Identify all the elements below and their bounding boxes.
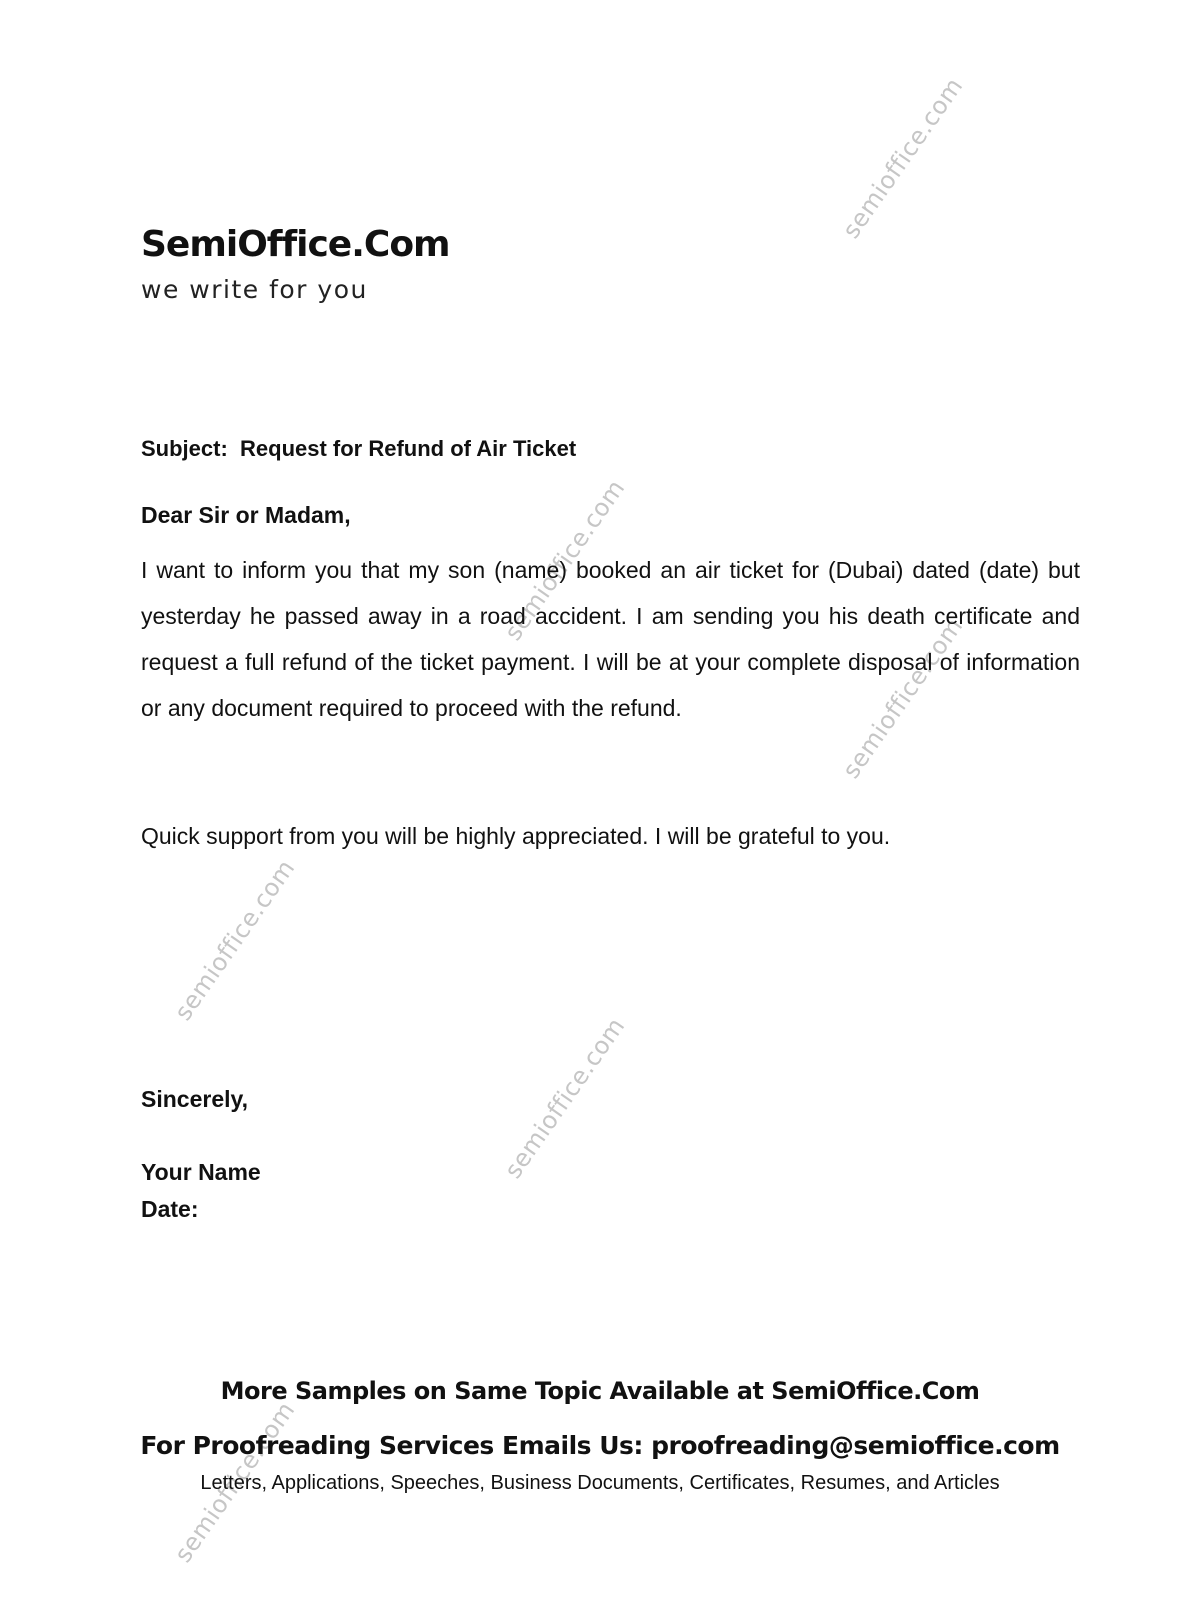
brand-tagline: we write for you <box>141 275 368 304</box>
letter-closing-paragraph: Quick support from you will be highly appreciated. I will be grateful to you. <box>141 823 891 849</box>
signature-date: Date: <box>141 1196 199 1222</box>
letter-signoff: Sincerely, <box>141 1086 248 1112</box>
watermark-text: semioffice.com <box>498 474 631 646</box>
letter-subject: Subject: Request for Refund of Air Ticket <box>141 436 577 461</box>
footer-proofreading-contact: For Proofreading Services Emails Us: proofreading@semioffice.com <box>140 1431 1060 1460</box>
signature-name: Your Name <box>141 1159 261 1185</box>
letter-greeting: Dear Sir or Madam, <box>141 502 351 528</box>
watermark-text: semioffice.com <box>168 854 301 1026</box>
footer-more-samples: More Samples on Same Topic Available at SemiOffice.Com <box>220 1377 980 1405</box>
watermark-text: semioffice.com <box>168 1396 301 1568</box>
watermark-text: semioffice.com <box>498 1012 631 1184</box>
footer-categories: Letters, Applications, Speeches, Business Documents, Certificates, Resumes, and Articles <box>200 1472 1000 1494</box>
watermark-text: semioffice.com <box>836 72 969 244</box>
brand-logo-text: SemiOffice.Com <box>141 224 450 265</box>
letter-body-paragraph: I want to inform you that my son (name) booked an air ticket for (Dubai) dated (date) but yesterday he passed away in a road accident. I am sending you his death certificate and request a full refund of the ticket payment. I will be at your complete disposal of information or any document required to proceed with the refund. <box>141 557 1080 721</box>
watermark-text: semioffice.com <box>836 612 969 784</box>
